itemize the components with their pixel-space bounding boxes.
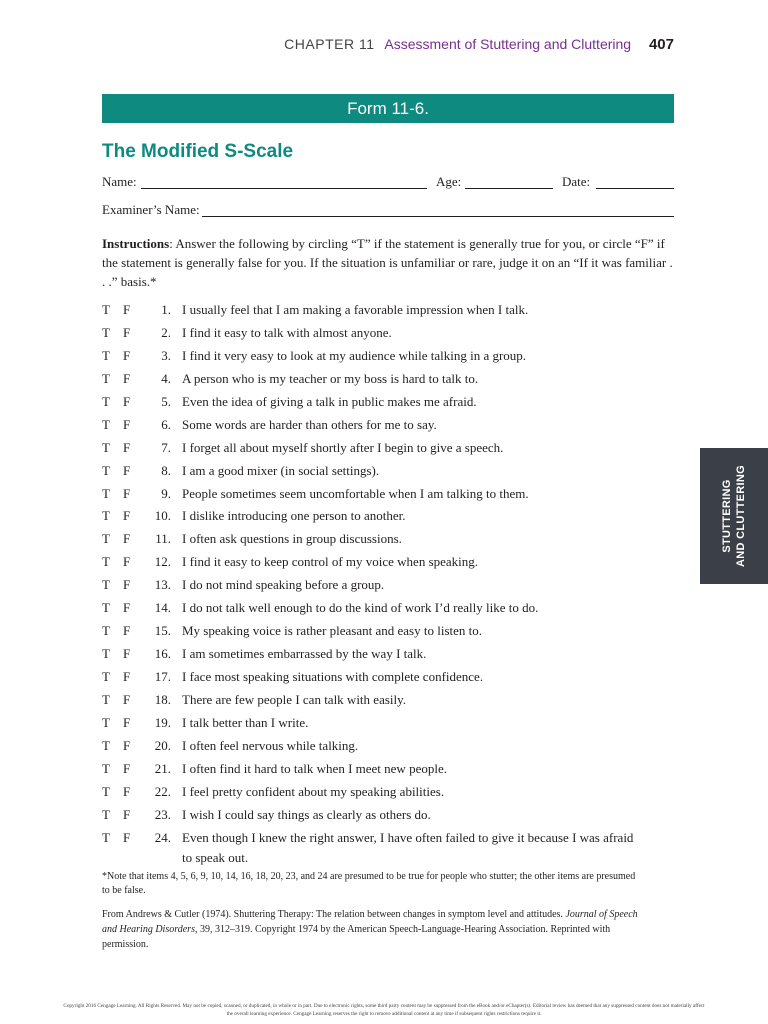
item-number: 9. [161,485,171,501]
true-option[interactable]: T [102,783,110,799]
list-item [102,621,676,644]
false-option[interactable]: F [123,462,131,478]
list-item [102,392,676,415]
item-number: 24. [154,829,171,845]
item-text: My speaking voice is rather pleasant and easy to listen to. [182,623,483,639]
date-field[interactable] [596,188,674,189]
true-option[interactable]: T [102,806,110,822]
item-text: Even the idea of giving a talk in public makes me afraid. [182,393,477,409]
list-item [102,828,676,872]
false-option[interactable]: F [123,623,131,639]
name-label: Name: [102,174,137,189]
chapter-side-tab [700,448,768,584]
false-option[interactable]: F [123,531,131,547]
item-text: I am a good mixer (in social settings). [182,462,380,478]
examiner-row [102,202,674,220]
running-header [284,36,674,53]
true-option[interactable]: T [102,646,110,662]
item-text: I talk better than I write. [182,714,309,730]
list-item [102,713,676,736]
list-item [102,552,676,575]
false-option[interactable]: F [123,577,131,593]
false-option[interactable]: F [123,485,131,501]
item-number: 22. [154,783,171,799]
list-item [102,736,676,759]
source-citation [102,907,642,952]
list-item [102,690,676,713]
true-option[interactable]: T [102,737,110,753]
list-item [102,300,676,323]
true-option[interactable]: T [102,531,110,547]
true-option[interactable]: T [102,577,110,593]
false-option[interactable]: F [123,646,131,662]
instructions-label: Instructions [102,236,170,251]
item-number: 17. [154,669,171,684]
list-item [102,323,676,346]
instructions [102,234,676,291]
item-number: 19. [154,714,171,730]
item-text: I usually feel that I am making a favorable impression when I talk. [182,302,529,317]
item-number: 14. [154,600,171,616]
true-option[interactable]: T [102,554,110,570]
name-age-date-row [102,174,674,192]
item-number: 15. [154,623,171,639]
false-option[interactable]: F [123,554,131,570]
item-number: 12. [154,554,171,570]
false-option[interactable]: F [123,691,131,707]
item-text: I often ask questions in group discussions. [182,531,402,547]
item-text: I find it easy to keep control of my voice when speaking. [182,554,479,570]
item-text: Even though I knew the right answer, I have often failed to give it because I was afraid to speak out. [182,829,634,865]
false-option[interactable]: F [123,393,131,409]
list-item [102,759,676,782]
list-item [102,506,676,529]
item-number: 20. [154,737,171,753]
journal-name: Journal of Speech and Hearing Disorders [102,909,638,935]
list-item [102,438,676,461]
instructions-text: : Answer the following by circling “T” if the statement is generally true for you, or circle “F” if the statement is generally false for you. If the situation is unfamiliar or rare, judge it on an “If it was familiar . . .” basis.* [102,236,673,289]
item-number: 8. [161,462,171,478]
list-item [102,346,676,369]
item-number: 13. [154,577,171,593]
true-option[interactable]: T [102,600,110,616]
false-option[interactable]: F [123,829,131,845]
true-option[interactable]: T [102,485,110,501]
form-title: The Modified S-Scale [102,141,294,162]
name-field[interactable] [141,188,427,189]
item-text: There are few people I can talk with easily. [182,691,407,707]
true-option[interactable]: T [102,760,110,776]
list-item [102,667,676,690]
true-option[interactable]: T [102,691,110,707]
age-field[interactable] [465,188,553,189]
item-text: Some words are harder than others for me to say. [182,416,437,432]
item-text: I find it easy to talk with almost anyone. [182,324,392,340]
false-option[interactable]: F [123,783,131,799]
false-option[interactable]: F [123,347,131,363]
item-text: I feel pretty confident about my speaking abilities. [182,783,445,799]
item-number: 21. [154,760,171,776]
false-option[interactable]: F [123,714,131,730]
false-option[interactable]: F [123,324,131,340]
false-option[interactable]: F [123,439,131,455]
item-number: 10. [154,508,171,524]
form-banner: Form 11-6. [102,94,674,123]
false-option[interactable]: F [123,416,131,432]
item-text: I do not talk well enough to do the kind of work I’d really like to do. [182,600,539,616]
item-number: 2. [161,324,171,340]
true-option[interactable]: T [102,439,110,455]
list-item [102,529,676,552]
list-item [102,644,676,667]
side-tab-label [720,465,748,567]
true-option[interactable]: T [102,416,110,432]
false-option[interactable]: F [123,302,131,317]
true-option[interactable]: T [102,393,110,409]
item-text: I forget all about myself shortly after I begin to give a speech. [182,439,504,455]
list-item [102,369,676,392]
item-number: 7. [161,439,171,455]
item-number: 1. [161,302,171,317]
item-text: I face most speaking situations with complete confidence. [182,669,484,684]
item-text: I am sometimes embarrassed by the way I talk. [182,646,427,662]
citation-rest: , 39, 312–319. Copyright 1974 by the American Speech-Language-Hearing Association. Reprinted with permission. [102,924,611,950]
false-option[interactable]: F [123,806,131,822]
age-label: Age: [436,174,462,189]
list-item [102,805,676,828]
side-tab-line-1: STUTTERING [721,479,733,553]
item-text: I often feel nervous while talking. [182,737,359,753]
item-text: I find it very easy to look at my audience while talking in a group. [182,347,527,363]
true-option[interactable]: T [102,324,110,340]
false-option[interactable]: F [123,370,131,386]
true-option[interactable]: T [102,669,110,684]
date-label: Date: [562,174,591,189]
true-option[interactable]: T [102,347,110,363]
list-item [102,484,676,507]
item-text: People sometimes seem uncomfortable when I am talking to them. [182,485,529,501]
false-option[interactable]: F [123,600,131,616]
true-option[interactable]: T [102,714,110,730]
page-number: 407 [648,36,674,53]
item-number: 23. [154,806,171,822]
item-text: I often find it hard to talk when I meet new people. [182,760,447,776]
chapter-label: CHAPTER 11 [284,36,375,52]
examiner-field[interactable] [202,216,674,217]
scoring-note: *Note that items 4, 5, 6, 9, 10, 14, 16, 18, 20, 23, and 24 are presumed to be true for people who stutter; the other items are presumed to be false. [102,871,636,896]
item-number: 4. [161,370,171,386]
item-text: I do not mind speaking before a group. [182,577,385,593]
item-number: 6. [161,416,171,432]
item-number: 16. [154,646,171,662]
true-option[interactable]: T [102,829,110,845]
false-option[interactable]: F [123,760,131,776]
item-number: 11. [155,531,171,547]
false-option[interactable]: F [123,669,131,684]
list-item [102,575,676,598]
side-tab-line-2: AND CLUTTERING [735,465,747,567]
section-title: Assessment of Stuttering and Cluttering [384,36,632,52]
examiner-label: Examiner’s Name: [102,202,200,217]
true-option[interactable]: T [102,462,110,478]
list-item [102,415,676,438]
item-text: A person who is my teacher or my boss is hard to talk to. [182,370,479,386]
true-option[interactable]: T [102,623,110,639]
true-option[interactable]: T [102,370,110,386]
item-number: 18. [154,691,171,707]
list-item [102,782,676,805]
item-number: 5. [161,393,171,409]
list-item [102,598,676,621]
true-option[interactable]: T [102,302,110,317]
questionnaire-items [102,300,676,872]
list-item [102,461,676,484]
item-text: I wish I could say things as clearly as others do. [182,806,431,822]
false-option[interactable]: F [123,508,131,524]
item-number: 3. [161,347,171,363]
citation-text: From Andrews & Cutler (1974). Shuttering Therapy: The relation between changes in symptom level and attitudes. [102,909,566,920]
false-option[interactable]: F [123,737,131,753]
item-text: I dislike introducing one person to another. [182,508,406,524]
copyright-footer: Copyright 2016 Cengage Learning. All Rights Reserved. May not be copied, scanned, or duplicated, in whole or in part. Due to electronic rights, some third party content may be suppressed from the eBook and/or eChapter(s). Editorial review has deemed that any suppressed content does not materially affect the overall learning experience. Cengage Learning reserves the right to remove additional content at any time if subsequent rights restrictions require it. [63,1003,705,1017]
true-option[interactable]: T [102,508,110,524]
